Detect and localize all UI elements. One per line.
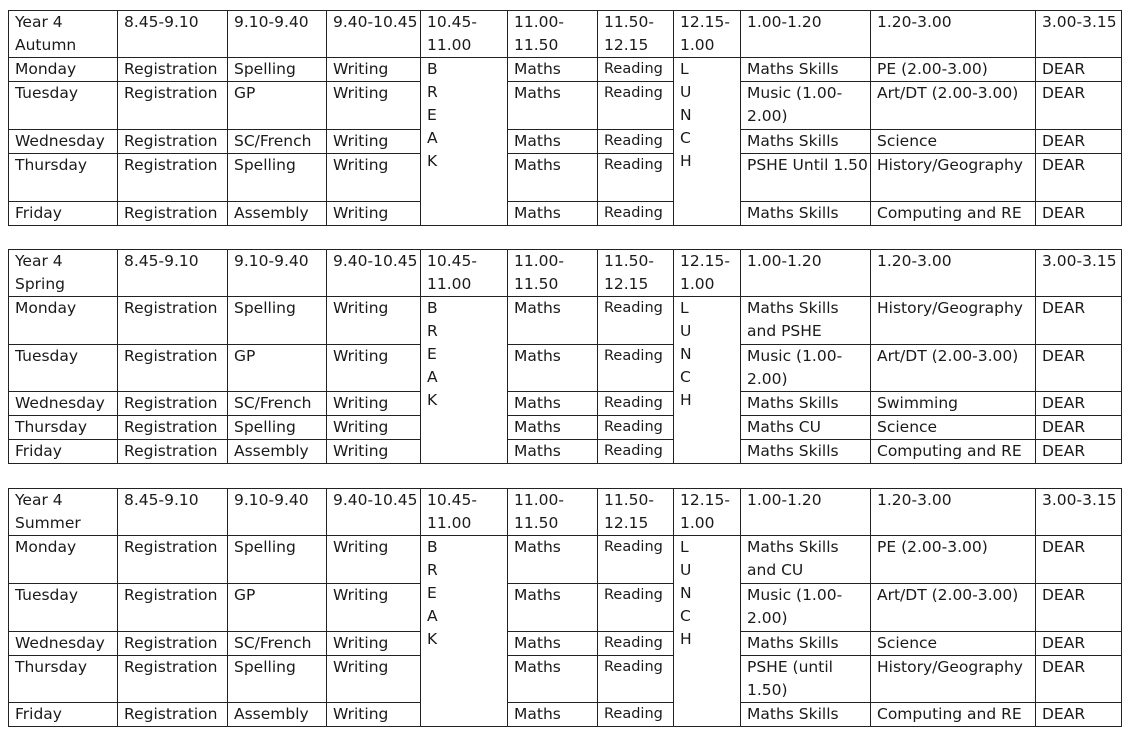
lesson-cell: History/Geography xyxy=(871,297,1036,345)
lunch-letter: N xyxy=(680,106,692,124)
lunch-letter: L xyxy=(680,538,689,556)
period-time: 1.20-3.00 xyxy=(871,489,1036,536)
table-row xyxy=(9,392,1122,416)
period-time: 10.45-11.00 xyxy=(421,11,508,58)
lunch-letter: U xyxy=(680,561,692,579)
lesson-cell: Assembly xyxy=(228,703,327,727)
period-time: 12.15-1.00 xyxy=(674,250,741,297)
period-time: 9.10-9.40 xyxy=(228,489,327,536)
table-row xyxy=(9,656,1122,703)
term-title: Year 4 Autumn xyxy=(9,11,118,58)
lesson-cell: Spelling xyxy=(228,416,327,440)
lesson-cell: Maths xyxy=(508,536,598,584)
lesson-cell: Maths xyxy=(508,416,598,440)
lesson-cell: Reading xyxy=(598,584,674,632)
lesson-cell: Maths xyxy=(508,202,598,226)
lesson-cell: Spelling xyxy=(228,536,327,584)
period-time: 10.45-11.00 xyxy=(421,250,508,297)
break-letter: R xyxy=(427,83,438,101)
break-letter: E xyxy=(427,584,437,602)
lesson-cell: Computing and RE xyxy=(871,703,1036,727)
lesson-cell: Writing xyxy=(327,58,421,82)
lesson-cell: Registration xyxy=(118,154,228,202)
lesson-cell: Art/DT (2.00-3.00) xyxy=(871,584,1036,632)
lesson-cell: Registration xyxy=(118,392,228,416)
lesson-cell: Writing xyxy=(327,440,421,464)
period-time: 1.20-3.00 xyxy=(871,250,1036,297)
break-letter: B xyxy=(427,60,438,78)
lesson-cell: Reading xyxy=(598,416,674,440)
period-time: 10.45-11.00 xyxy=(421,489,508,536)
lesson-cell: Writing xyxy=(327,656,421,703)
lesson-cell: Maths Skills and PSHE xyxy=(741,297,871,345)
lesson-cell: Spelling xyxy=(228,297,327,345)
lunch-letter: U xyxy=(680,322,692,340)
lesson-cell: GP xyxy=(228,82,327,130)
period-time: 11.50-12.15 xyxy=(598,250,674,297)
table-row xyxy=(9,130,1122,154)
lesson-cell: Reading xyxy=(598,58,674,82)
day-cell: Friday xyxy=(9,202,118,226)
break-letter: K xyxy=(427,391,438,409)
lesson-cell: Maths xyxy=(508,440,598,464)
lesson-cell: Registration xyxy=(118,703,228,727)
lesson-cell: Reading xyxy=(598,440,674,464)
period-time: 8.45-9.10 xyxy=(118,11,228,58)
period-time: 11.00-11.50 xyxy=(508,11,598,58)
break-letter: R xyxy=(427,322,438,340)
lunch-letter: C xyxy=(680,607,691,625)
lesson-cell: Writing xyxy=(327,130,421,154)
lesson-cell: Maths xyxy=(508,82,598,130)
lunch-letter: N xyxy=(680,584,692,602)
lesson-cell: History/Geography xyxy=(871,154,1036,202)
lesson-cell: Maths xyxy=(508,297,598,345)
lunch-letter: H xyxy=(680,152,692,170)
lesson-cell: Registration xyxy=(118,536,228,584)
day-cell: Thursday xyxy=(9,416,118,440)
day-cell: Monday xyxy=(9,58,118,82)
lesson-cell: Science xyxy=(871,416,1036,440)
lesson-cell: DEAR xyxy=(1036,297,1122,345)
day-cell: Wednesday xyxy=(9,130,118,154)
lesson-cell: DEAR xyxy=(1036,632,1122,656)
header-row xyxy=(9,11,1122,58)
lesson-cell: DEAR xyxy=(1036,58,1122,82)
lesson-cell: Computing and RE xyxy=(871,202,1036,226)
day-cell: Wednesday xyxy=(9,392,118,416)
lesson-cell: Writing xyxy=(327,345,421,392)
lesson-cell: Maths Skills xyxy=(741,202,871,226)
table-row xyxy=(9,584,1122,632)
lesson-cell: Writing xyxy=(327,297,421,345)
lunch-column xyxy=(674,58,741,226)
lesson-cell: Music (1.00-2.00) xyxy=(741,345,871,392)
lesson-cell: Maths Skills and CU xyxy=(741,536,871,584)
lesson-cell: Writing xyxy=(327,82,421,130)
lesson-cell: Writing xyxy=(327,154,421,202)
table-row xyxy=(9,416,1122,440)
lesson-cell: Registration xyxy=(118,82,228,130)
day-cell: Wednesday xyxy=(9,632,118,656)
lesson-cell: Assembly xyxy=(228,202,327,226)
table-row xyxy=(9,536,1122,584)
term-title: Year 4 Summer xyxy=(9,489,118,536)
lesson-cell: Writing xyxy=(327,416,421,440)
lesson-cell: Maths Skills xyxy=(741,392,871,416)
period-time: 9.40-10.45 xyxy=(327,489,421,536)
period-time: 12.15-1.00 xyxy=(674,11,741,58)
lesson-cell: PE (2.00-3.00) xyxy=(871,58,1036,82)
break-letter: B xyxy=(427,299,438,317)
lesson-cell: Maths xyxy=(508,632,598,656)
lesson-cell: Maths xyxy=(508,392,598,416)
break-letter: A xyxy=(427,368,438,386)
lesson-cell: Maths xyxy=(508,130,598,154)
day-cell: Tuesday xyxy=(9,345,118,392)
table-row xyxy=(9,297,1122,345)
period-time: 11.50-12.15 xyxy=(598,489,674,536)
lesson-cell: Writing xyxy=(327,392,421,416)
break-column xyxy=(421,58,508,226)
lesson-cell: Registration xyxy=(118,130,228,154)
lesson-cell: Maths xyxy=(508,656,598,703)
break-letter: A xyxy=(427,129,438,147)
lesson-cell: Maths xyxy=(508,58,598,82)
lunch-letter: H xyxy=(680,391,692,409)
lesson-cell: Writing xyxy=(327,703,421,727)
lesson-cell: Reading xyxy=(598,202,674,226)
lesson-cell: Maths Skills xyxy=(741,440,871,464)
break-letter: B xyxy=(427,538,438,556)
lesson-cell: Reading xyxy=(598,154,674,202)
lesson-cell: DEAR xyxy=(1036,130,1122,154)
period-time: 12.15-1.00 xyxy=(674,489,741,536)
lesson-cell: Music (1.00-2.00) xyxy=(741,584,871,632)
table-row xyxy=(9,345,1122,392)
lesson-cell: Science xyxy=(871,130,1036,154)
period-time: 9.10-9.40 xyxy=(228,11,327,58)
lesson-cell: Maths xyxy=(508,345,598,392)
period-time: 3.00-3.15 xyxy=(1036,11,1122,58)
lesson-cell: Maths xyxy=(508,584,598,632)
lesson-cell: PSHE (until 1.50) xyxy=(741,656,871,703)
timetable-autumn xyxy=(8,10,1122,226)
header-row xyxy=(9,489,1122,536)
lesson-cell: Writing xyxy=(327,202,421,226)
lesson-cell: Reading xyxy=(598,392,674,416)
day-cell: Thursday xyxy=(9,656,118,703)
lesson-cell: Art/DT (2.00-3.00) xyxy=(871,82,1036,130)
timetable-summer xyxy=(8,488,1122,727)
lesson-cell: GP xyxy=(228,345,327,392)
period-time: 11.00-11.50 xyxy=(508,489,598,536)
lesson-cell: Registration xyxy=(118,656,228,703)
lesson-cell: Registration xyxy=(118,632,228,656)
lesson-cell: DEAR xyxy=(1036,536,1122,584)
lesson-cell: SC/French xyxy=(228,632,327,656)
lesson-cell: Reading xyxy=(598,536,674,584)
lesson-cell: DEAR xyxy=(1036,345,1122,392)
lesson-cell: Maths Skills xyxy=(741,632,871,656)
lesson-cell: Computing and RE xyxy=(871,440,1036,464)
lesson-cell: Maths Skills xyxy=(741,703,871,727)
lunch-letter: C xyxy=(680,368,691,386)
period-time: 1.20-3.00 xyxy=(871,11,1036,58)
lesson-cell: SC/French xyxy=(228,130,327,154)
lesson-cell: Maths Skills xyxy=(741,58,871,82)
lesson-cell: DEAR xyxy=(1036,416,1122,440)
lesson-cell: Reading xyxy=(598,297,674,345)
period-time: 3.00-3.15 xyxy=(1036,250,1122,297)
lesson-cell: DEAR xyxy=(1036,202,1122,226)
lesson-cell: Art/DT (2.00-3.00) xyxy=(871,345,1036,392)
period-time: 8.45-9.10 xyxy=(118,489,228,536)
lesson-cell: Reading xyxy=(598,632,674,656)
period-time: 9.40-10.45 xyxy=(327,11,421,58)
lunch-column xyxy=(674,536,741,727)
lunch-letter: C xyxy=(680,129,691,147)
lesson-cell: DEAR xyxy=(1036,584,1122,632)
lunch-letter: N xyxy=(680,345,692,363)
table-row xyxy=(9,202,1122,226)
period-time: 8.45-9.10 xyxy=(118,250,228,297)
lesson-cell: Registration xyxy=(118,345,228,392)
lesson-cell: DEAR xyxy=(1036,392,1122,416)
break-letter: K xyxy=(427,152,438,170)
lesson-cell: DEAR xyxy=(1036,656,1122,703)
period-time: 9.40-10.45 xyxy=(327,250,421,297)
day-cell: Thursday xyxy=(9,154,118,202)
break-column xyxy=(421,297,508,464)
lesson-cell: Spelling xyxy=(228,656,327,703)
period-time: 9.10-9.40 xyxy=(228,250,327,297)
lesson-cell: Reading xyxy=(598,703,674,727)
lesson-cell: DEAR xyxy=(1036,440,1122,464)
lesson-cell: Assembly xyxy=(228,440,327,464)
day-cell: Tuesday xyxy=(9,82,118,130)
table-row xyxy=(9,440,1122,464)
lesson-cell: Music (1.00-2.00) xyxy=(741,82,871,130)
day-cell: Friday xyxy=(9,703,118,727)
lesson-cell: Registration xyxy=(118,58,228,82)
break-letter: K xyxy=(427,630,438,648)
period-time: 1.00-1.20 xyxy=(741,489,871,536)
lesson-cell: Writing xyxy=(327,632,421,656)
lesson-cell: Reading xyxy=(598,656,674,703)
timetable-spring xyxy=(8,249,1122,464)
lesson-cell: GP xyxy=(228,584,327,632)
day-cell: Monday xyxy=(9,297,118,345)
period-time: 1.00-1.20 xyxy=(741,11,871,58)
lesson-cell: Maths Skills xyxy=(741,130,871,154)
break-letter: R xyxy=(427,561,438,579)
lesson-cell: Registration xyxy=(118,440,228,464)
lesson-cell: SC/French xyxy=(228,392,327,416)
lunch-column xyxy=(674,297,741,464)
lesson-cell: Maths xyxy=(508,154,598,202)
lesson-cell: DEAR xyxy=(1036,82,1122,130)
table-row xyxy=(9,632,1122,656)
break-letter: E xyxy=(427,345,437,363)
lesson-cell: PE (2.00-3.00) xyxy=(871,536,1036,584)
break-letter: E xyxy=(427,106,437,124)
lesson-cell: Registration xyxy=(118,202,228,226)
lunch-letter: U xyxy=(680,83,692,101)
lesson-cell: Science xyxy=(871,632,1036,656)
period-time: 11.50-12.15 xyxy=(598,11,674,58)
day-cell: Friday xyxy=(9,440,118,464)
lesson-cell: Reading xyxy=(598,345,674,392)
lesson-cell: Registration xyxy=(118,584,228,632)
lesson-cell: Spelling xyxy=(228,58,327,82)
lesson-cell: Writing xyxy=(327,536,421,584)
term-title: Year 4 Spring xyxy=(9,250,118,297)
header-row xyxy=(9,250,1122,297)
break-column xyxy=(421,536,508,727)
lesson-cell: Reading xyxy=(598,82,674,130)
table-row xyxy=(9,154,1122,202)
lesson-cell: Registration xyxy=(118,297,228,345)
table-row xyxy=(9,703,1122,727)
lesson-cell: Writing xyxy=(327,584,421,632)
period-time: 3.00-3.15 xyxy=(1036,489,1122,536)
lesson-cell: History/Geography xyxy=(871,656,1036,703)
lesson-cell: Spelling xyxy=(228,154,327,202)
lesson-cell: Swimming xyxy=(871,392,1036,416)
lesson-cell: Maths xyxy=(508,703,598,727)
lunch-letter: L xyxy=(680,60,689,78)
table-row xyxy=(9,82,1122,130)
day-cell: Tuesday xyxy=(9,584,118,632)
lesson-cell: Registration xyxy=(118,416,228,440)
period-time: 1.00-1.20 xyxy=(741,250,871,297)
period-time: 11.00-11.50 xyxy=(508,250,598,297)
lesson-cell: PSHE Until 1.50 xyxy=(741,154,871,202)
lunch-letter: L xyxy=(680,299,689,317)
lesson-cell: Maths CU xyxy=(741,416,871,440)
lesson-cell: Reading xyxy=(598,130,674,154)
lesson-cell: DEAR xyxy=(1036,154,1122,202)
lesson-cell: DEAR xyxy=(1036,703,1122,727)
break-letter: A xyxy=(427,607,438,625)
table-row xyxy=(9,58,1122,82)
lunch-letter: H xyxy=(680,630,692,648)
day-cell: Monday xyxy=(9,536,118,584)
